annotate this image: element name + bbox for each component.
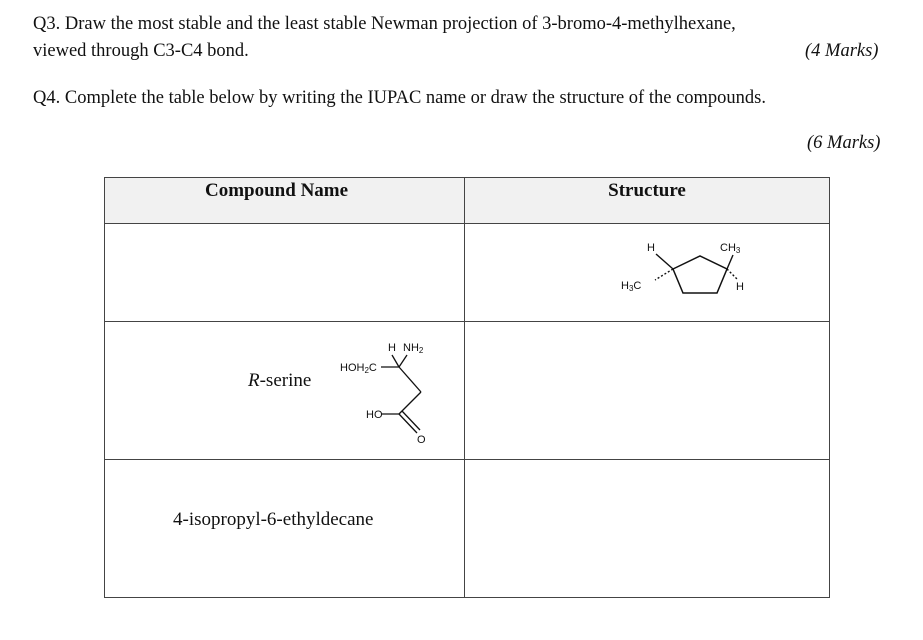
header-structure: Structure <box>465 178 830 224</box>
label-h-right: H <box>736 281 744 293</box>
label-hoh2c: HOH2C <box>340 362 377 375</box>
table-row <box>105 224 830 322</box>
structure-cell-empty[interactable] <box>465 322 830 460</box>
bond-h-dashed <box>727 269 738 280</box>
label-h-top: H <box>647 242 655 254</box>
label-nh2: NH2 <box>403 342 424 355</box>
label-h3c: H3C <box>621 280 642 293</box>
bond-nh2 <box>399 355 407 367</box>
structure-cell <box>465 224 830 322</box>
ring-bonds <box>673 256 727 293</box>
structure-cell-empty[interactable] <box>465 460 830 598</box>
q4-question: Q4. Complete the table below by writing the IUPAC name or draw the structure of the compounds. <box>33 88 766 108</box>
serine-structure <box>105 322 463 459</box>
table-row <box>105 460 830 598</box>
header-compound-name: Compound Name <box>105 178 465 224</box>
compound-table <box>104 177 830 598</box>
label-ch3: CH3 <box>720 242 741 255</box>
q3-marks: (4 Marks) <box>805 41 879 61</box>
bond-c1-chain <box>399 392 421 414</box>
name-cell-empty[interactable] <box>105 224 465 322</box>
bond-h3c-dashed <box>655 269 673 280</box>
label-ho: HO <box>366 409 383 421</box>
bond-ch3 <box>727 255 733 269</box>
table-header-row <box>105 178 830 224</box>
compound-name-r-serine: R-serine <box>248 370 312 391</box>
q3-line2: viewed through C3-C4 bond. <box>33 41 249 61</box>
name-cell-serine <box>105 322 465 460</box>
q4-marks: (6 Marks) <box>807 133 881 153</box>
label-o: O <box>417 434 426 446</box>
bond-c2-c1 <box>399 367 421 392</box>
bond-h <box>392 355 399 367</box>
bond-h-top <box>656 254 673 269</box>
table-row <box>105 322 830 460</box>
compound-name-decane: 4-isopropyl-6-ethyldecane <box>173 509 374 530</box>
q3-line1: Q3. Draw the most stable and the least stable Newman projection of 3-bromo-4-methylhexane, <box>33 14 736 34</box>
name-cell-decane <box>105 460 465 598</box>
label-h: H <box>388 342 396 354</box>
cyclopentane-structure <box>465 224 831 316</box>
